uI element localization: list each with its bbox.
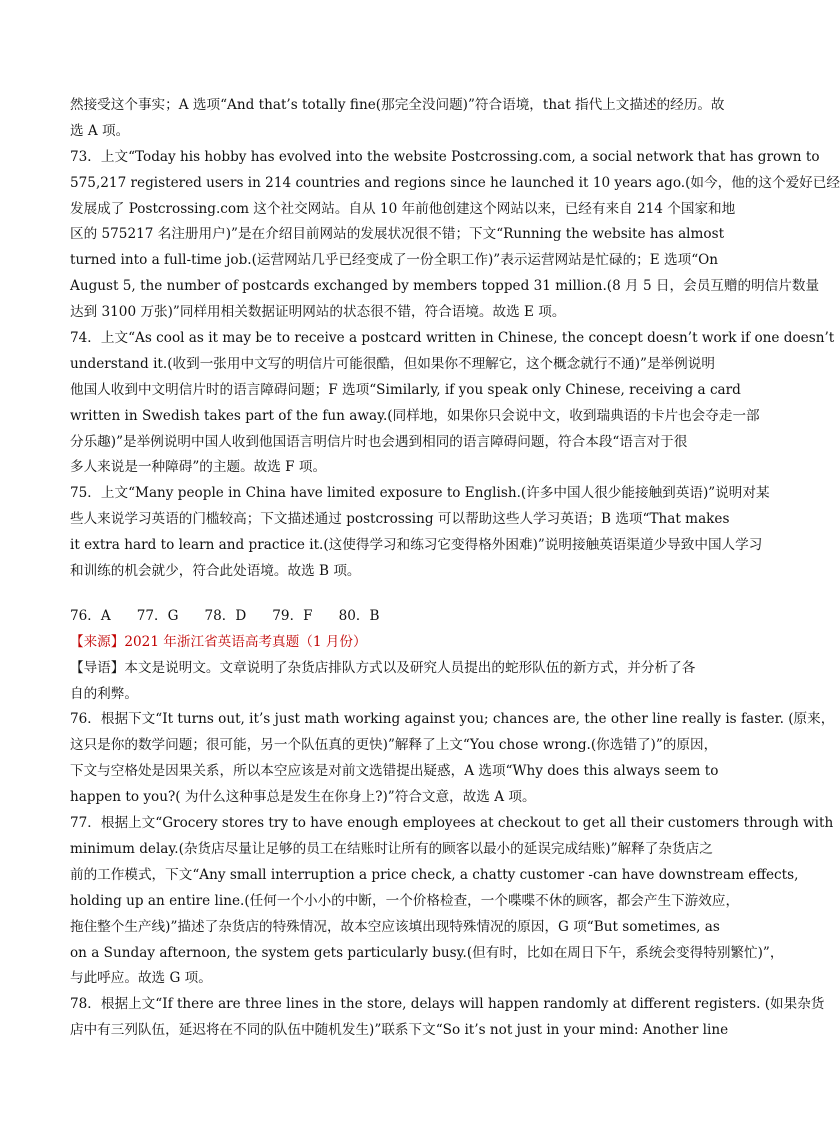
text-line: it extra hard to learn and practice it.(这使得学习和练习它变得格外困难)”说明接触英语渠道少导致中国人学习 — [70, 537, 763, 554]
text-line: 【导语】本文是说明文。文章说明了杂货店排队方式以及研究人员提出的蛇形队伍的新方式，并分析了各 — [70, 659, 696, 676]
text-line: 区的 575217 名注册用户)”是在介绍目前网站的发展状况很不错；下文“Running the website has almost — [70, 226, 725, 243]
text-line: understand it.(收到一张用中文写的明信片可能很酷，但如果你不理解它，这个概念就行不通)”是举例说明 — [70, 355, 715, 372]
text-line: 下文与空格处是因果关系，所以本空应该是对前文选错提出疑惑，A 选项“Why does this always seem to — [70, 763, 719, 780]
text-line: 73．上文“Today his hobby has evolved into the website Postcrossing.com, a social network that has grown to — [70, 148, 820, 165]
text-line: 然接受这个事实；A 选项“And that’s totally fine(那完全没问题)”符合语境，that 指代上文描述的经历。故 — [70, 97, 725, 113]
text-line: turned into a full-time job.(运营网站几乎已经变成了一份全职工作)”表示运营网站是忙碌的；E 选项“On — [70, 252, 719, 269]
explanation-76 — [70, 707, 835, 811]
text-line: 前的工作模式，下文“Any small interruption a price check, a chatty customer -can have downstream effects, — [70, 866, 799, 883]
text-line: 达到 3100 万张)”同样用相关数据证明网站的状态很不错，符合语境。故选 E 项。 — [70, 304, 566, 321]
explanation-78 — [70, 992, 825, 1044]
text-line: 这只是你的数学问题；很可能，另一个队伍真的更快)”解释了上文“You chose wrong.(你选错了)”的原因， — [70, 737, 718, 754]
answer-key — [70, 604, 734, 630]
text-line: 发展成了 Postcrossing.com 这个社交网站。自从 10 年前他创建这个网站以来，已经有来自 214 个国家和地 — [70, 200, 736, 217]
text-line: happen to you?( 为什么这种事总是发生在你身上?)”符合文意，故选 A 项。 — [70, 789, 536, 806]
text-line: 75．上文“Many people in China have limited exposure to English.(许多中国人很少能接触到英语)”说明对某 — [70, 485, 770, 502]
text-line: 他国人收到中文明信片时的语言障碍问题；F 选项“Similarly, if you speak only Chinese, receiving a card — [70, 381, 741, 398]
text-line: on a Sunday afternoon, the system gets particularly busy.(但有时，比如在周日下午，系统会变得特别繁忙)”， — [70, 944, 784, 961]
text-line: 78．根据上文“If there are three lines in the store, delays will happen randomly at different registers. (如果杂货 — [70, 996, 825, 1013]
explanation-73 — [70, 145, 840, 326]
text-line: 76．根据下文“It turns out, it’s just math working against you; chances are, the other line really is faster. (原来， — [70, 711, 835, 728]
text-line: written in Swedish takes part of the fun away.(同样地，如果你只会说中文，收到瑞典语的卡片也会夺走一部 — [70, 407, 760, 424]
answer-79: 79．F — [272, 607, 313, 624]
text-line: minimum delay.(杂货店尽量让足够的员工在结账时让所有的顾客以最小的延误完成结账)”解释了杂货店之 — [70, 840, 713, 857]
text-line: 拖住整个生产线)”描述了杂货店的特殊情况，故本空应该填出现特殊情况的原因，G 项“But sometimes, as — [70, 918, 720, 935]
text-line: holding up an entire line.(任何一个小小的中断，一个价格检查，一个喋喋不休的顾客，都会产生下游效应， — [70, 892, 740, 909]
text-line: August 5, the number of postcards exchanged by members topped 31 million.(8 月 5 日，会员互赠的明信片数量 — [70, 278, 820, 295]
text-line: 分乐趣)”是举例说明中国人收到他国语言明信片时也会遇到相同的语言障碍问题，符合本段“语言对于很 — [70, 433, 688, 450]
text-line: 和训练的机会就少，符合此处语境。故选 B 项。 — [70, 563, 361, 580]
guide-paragraph — [70, 656, 734, 708]
spacer — [70, 585, 734, 604]
source-line: 【来源】2021 年浙江省英语高考真题（1 月份） — [70, 633, 367, 650]
text-line: 575,217 registered users in 214 countries and regions since he launched it 10 years ago.(如今，他的这个爱好已经 — [70, 174, 840, 191]
text-line: 店中有三列队伍，延迟将在不同的队伍中随机发生)”联系下文“So it’s not just in your mind: Another line — [70, 1022, 729, 1039]
document-page — [70, 93, 840, 1044]
text-line: 自的利弊。 — [70, 685, 138, 702]
answer-77: 77．G — [136, 607, 179, 624]
paragraph-continuation — [70, 93, 734, 145]
explanation-75 — [70, 481, 770, 585]
answer-78: 78．D — [204, 607, 247, 624]
text-line: 74．上文“As cool as it may be to receive a postcard written in Chinese, the concept doesn’t work if one doesn’t — [70, 330, 835, 347]
answer-80: 80．B — [338, 607, 380, 624]
text-line: 多人来说是一种障碍”的主题。故选 F 项。 — [70, 459, 327, 476]
explanation-74 — [70, 326, 835, 481]
text-line: 选 A 项。 — [70, 122, 130, 139]
explanation-77 — [70, 811, 834, 992]
text-line: 77．根据上文“Grocery stores try to have enough employees at checkout to get all their customers through with — [70, 815, 834, 832]
text-line: 与此呼应。故选 G 项。 — [70, 970, 212, 987]
answer-76: 76．A — [70, 607, 111, 624]
text-line: 些人来说学习英语的门槛较高；下文描述通过 postcrossing 可以帮助这些人学习英语；B 选项“That makes — [70, 511, 730, 528]
